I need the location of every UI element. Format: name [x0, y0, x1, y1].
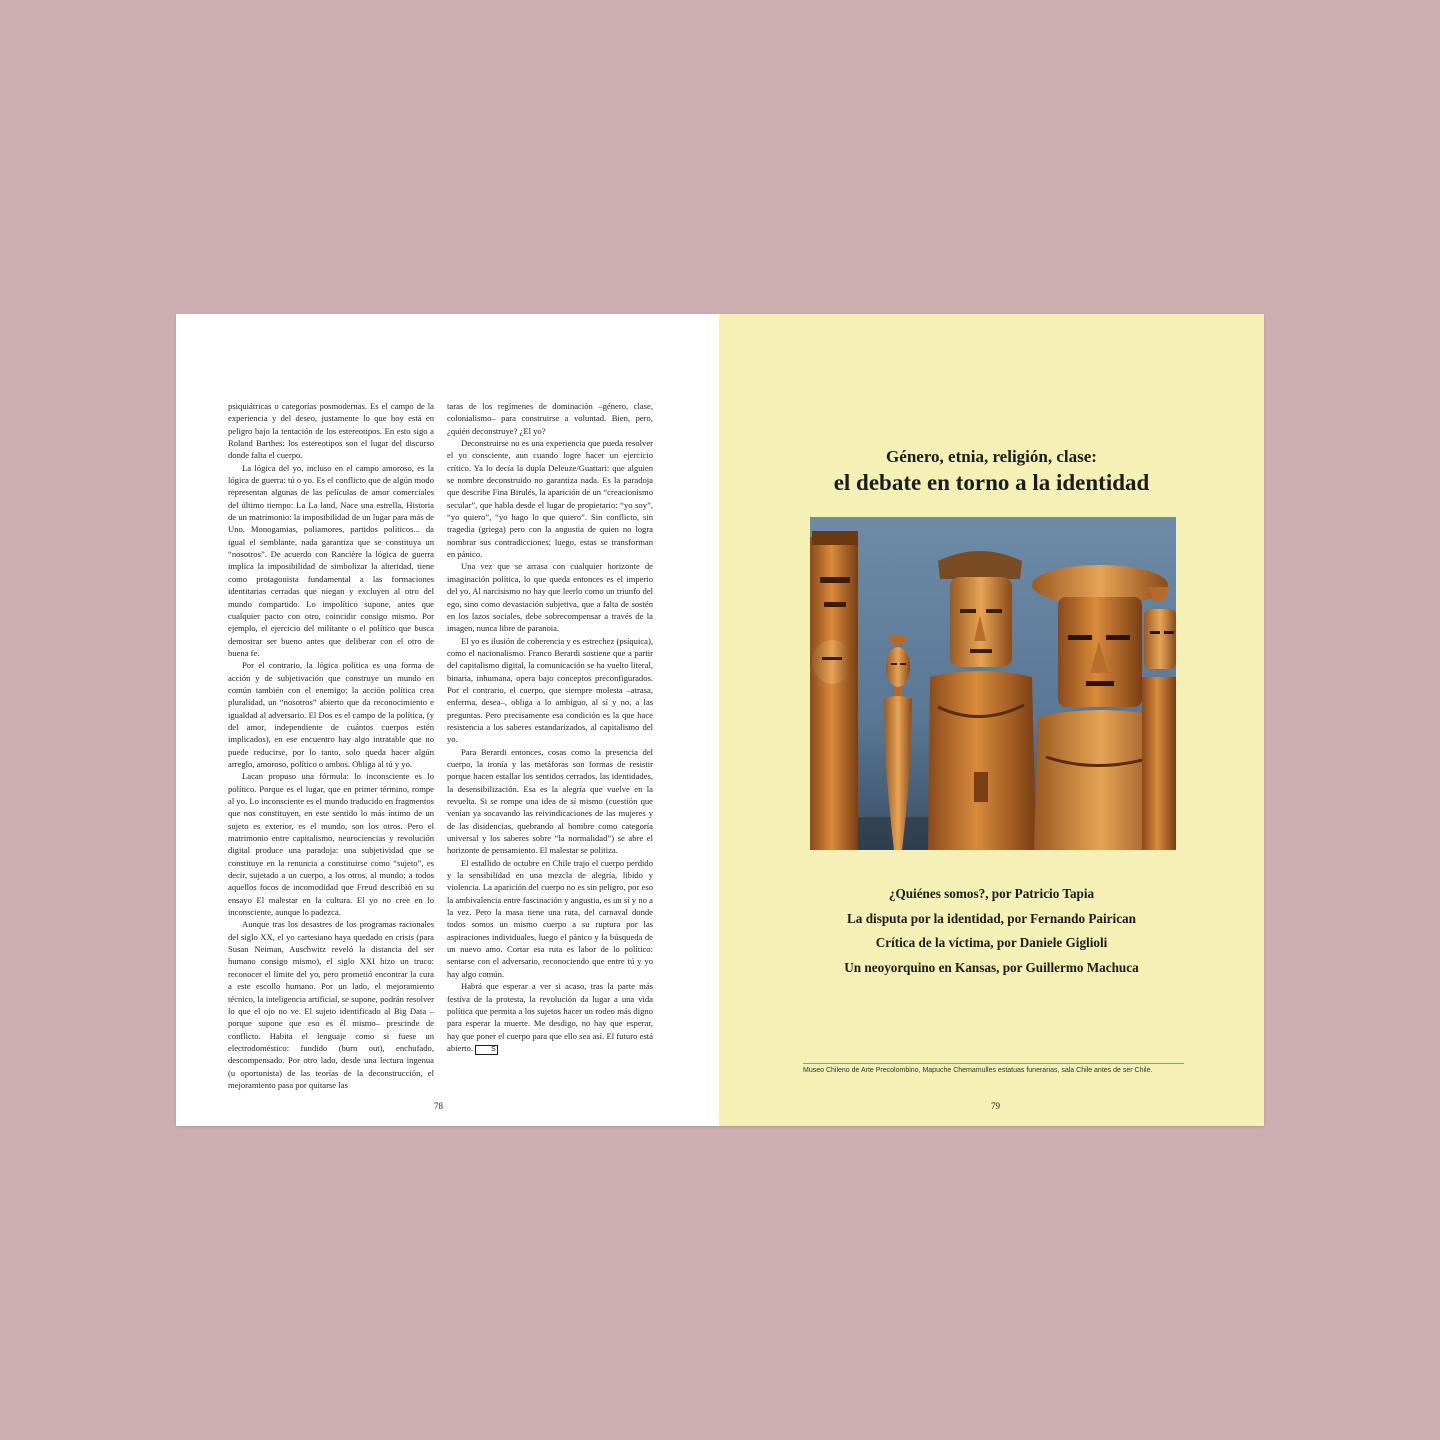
- text-column-1: [228, 400, 434, 1091]
- text-column-2: [447, 400, 653, 1055]
- photo-caption: Museo Chileno de Arte Precolombino, Mapuche Chemamulles estatuas funerarias, sala Chile antes de ser Chile.: [803, 1067, 1153, 1074]
- article-item: Un neoyorquino en Kansas, por Guillermo Machuca: [844, 960, 1139, 976]
- end-of-article-mark: S: [475, 1045, 498, 1055]
- magazine-spread: [176, 314, 1264, 1126]
- paragraph-text: Habrá que esperar a ver si acaso, tras la parte más festiva de la protesta, la revolución da lugar a una vida política que permita a los sujetos hacer un rodeo más digno para esperar la muerte. Me desdigo, no hay que esperar, hay que poner el cuerpo para que ello sea así. El futuro está abierto.: [447, 981, 653, 1053]
- paragraph: Una vez que se arrasa con cualquier horizonte de imaginación política, lo que queda entonces es el imperio del yo. Al narcisismo no hay que leerlo como un triunfo del ego, sino como devastación subjetiva, que a falta de sostén en los lazos sociales, debe sobrecompensar a través de la imagen, nunca libre de paranoia.: [447, 561, 653, 634]
- paragraph: El estallido de octubre en Chile trajo el cuerpo perdido y la sensibilidad en una mezcla de alegría, libido y violencia. La aparición del cuerpo no es sin peligro, por eso la ambivalencia entre fascinación y angustia, es un sí y no a la vez. Pero la masa tiene una ruta, del carnaval donde todos somos un mismo cuerpo a su ruptura por las aspiraciones individuales, luego el pánico y la búsqueda de un nuevo amo. Cortar esa ruta es labor de lo político: sentarse con el adversario, reconociendo que entre tú y yo hay algo común.: [447, 857, 653, 979]
- section-title: el debate en torno a la identidad: [833, 470, 1150, 495]
- section-kicker: Género, etnia, religión, clase:: [886, 447, 1097, 466]
- paragraph: Deconstruirse no es una experiencia que pueda resolver el yo consciente, aun cuando logre hacer un ejercicio crítico. Ya lo decía la dupla Deleuze/Guattari: que alguien se nombre deconstruido no garantiza nada. Es la paradoja que describe Fina Birulés, la aparición de un “creacionismo secular”, que habla desde el lugar de propietario: “yo soy”, “yo quiero”, “yo hago lo que quiero”. Sin conflicto, sin tragedia (griega) pero con la angustia de quien no logra nombrar sus contradicciones; luego, estas se transforman en pánico.: [447, 438, 653, 560]
- paragraph: taras de los regímenes de dominación –género, clase, colonialismo– para construirse a voluntad. Bien, pero, ¿quién deconstruye? ¿El yo?: [447, 401, 653, 436]
- paragraph: El yo es ilusión de coherencia y es estrechez (psíquica), como el nacionalismo. Franco Berardi sostiene que a partir del capitalismo digital, la comunicación se ha vuelto literal, binaria, inhumana, opera bajo conceptos preconfigurados. Por el contrario, el cuerpo, que siempre molesta –atrasa, enferma, desea–, obliga a lo ambiguo, al sí y no, a las preguntas. Pero precisamente esa condición es la que hace resistencia a los saberes estandarizados, al capitalismo del yo.: [447, 635, 653, 745]
- paragraph: Lacan propuso una fórmula: lo inconsciente es lo político. Porque es el lugar, que en primer término, rompe al yo. Lo inconsciente es el mundo traducido en fragmentos que nos constituyen, en este sentido lo más íntimo de un sujeto es exterior, es el mundo, son los otros. Pero el matrimonio entre capitalismo, neurociencias y revolución digital produce una paradoja: una subjetividad que se constituye en la renuncia a constituirse como “sujeto”, es decir, sujetado a un cuerpo, a los otros, al mundo; a todos aquellos focos de incomodidad que Freud describió en su ensayo El malestar en la cultura. El yo no cree en lo inconsciente, aunque lo padezca.: [228, 771, 434, 918]
- last-paragraph: [447, 980, 653, 1055]
- article-list: [719, 882, 1264, 981]
- paragraph: La lógica del yo, incluso en el campo amoroso, es la lógica de guerra: tú o yo. Es el conflicto que de algún modo representan algunas de las películas de amor comerciales del último tiempo: La La land, Nace una estrella, Historia de un matrimonio: la imposibilidad de un lugar para más de Uno. Monogamias, poliamores, partidos políticos... da igual el semblante, nada garantiza que se constituya un “nosotros”. De acuerdo con Rancière la lógica de guerra implica la imposibilidad de simbolizar la alteridad, tiene como protagonista fundamental a las formaciones identitarias cerradas que niegan y excluyen al otro del mundo compartido. Lo impolítico supone, antes que cualquier pacto con otro, coincidir consigo mismo. Por ejemplo, el ejercicio del militante o el político que busca demostrar ser bueno antes que deliberar con el otro de buena fe.: [228, 462, 434, 658]
- paragraph: Para Berardi entonces, cosas como la presencia del cuerpo, la ironía y las metáforas son formas de resistir porque hacen estallar los sentidos cerrados, las identidades, la desensibilización. Esa es la alegría que vuelve en la revuelta. Si se rompe una idea de sí mismo (cuestión que venían ya socavando las reivindicaciones de las mujeres y de las disidencias, quebrando al hombre como categoría universal y los saberes sobre “la normalidad”) se abre el horizonte de pensamiento. El malestar se politiza.: [447, 746, 653, 856]
- paragraph: Por el contrario, la lógica política es una forma de acción y de subjetivación que construye un mundo en común también con el enemigo; la acción política crea pluralidad, un “nosotros” abierto que da reconocimiento e igualdad al adversario. El Dos es el campo de la política, (y del amor, independiente de cuántos cuerpos estén implicados), en ese encuentro hay algo intratable que no puede reducirse, por lo tanto, solo queda hacer algún arreglo, amoroso, político o ambos. Obliga al tú y yo.: [228, 660, 434, 769]
- article-item: Crítica de la víctima, por Daniele Giglioli: [875, 935, 1108, 951]
- paragraph: psiquiátricas o categorías posmodernas. Es el campo de la experiencia y del deseo, justamente lo que hoy está en peligro bajo la tentación de los estereotipos. En esto sigo a Roland Barthes: los estereotipos son el lugar del discurso donde falta el cuerpo.: [228, 401, 434, 461]
- article-item: ¿Quiénes somos?, por Patricio Tapia: [888, 886, 1095, 901]
- right-page: [719, 314, 1264, 1126]
- paragraph: Aunque tras los desastres de los programas racionales del siglo XX, el yo cartesiano haya quedado en crisis (para Susan Neiman, Auschwitz reveló la distancia del ser humano consigo mismo), el siglo XXI hizo un truco: reconocer el límite del yo, pero prometió encontrar la cura a este escollo humano. Por un lado, el mejoramiento técnico, la inteligencia artificial, se supone, podrán resolver lo que el ojo no ve. El sujeto identificado al Big Data –porque supone que eso es él mismo– prescinde de conflicto. Habita el lenguaje como si fuese un electrodoméstico: fundido (burn out), enchufado, descompensado. Por otro lado, desde una lectura ingenua (u oportunista) de las teorías de la deconstrucción, el mejoramiento pasa por quitarse las: [228, 919, 434, 1090]
- page-number: 79: [991, 1101, 1000, 1111]
- carved-statues-photo: [810, 517, 1176, 850]
- left-page: [176, 314, 719, 1126]
- page-number: 78: [434, 1101, 443, 1111]
- caption-divider: [803, 1063, 1184, 1064]
- article-item: La disputa por la identidad, por Fernando Pairican: [847, 910, 1136, 926]
